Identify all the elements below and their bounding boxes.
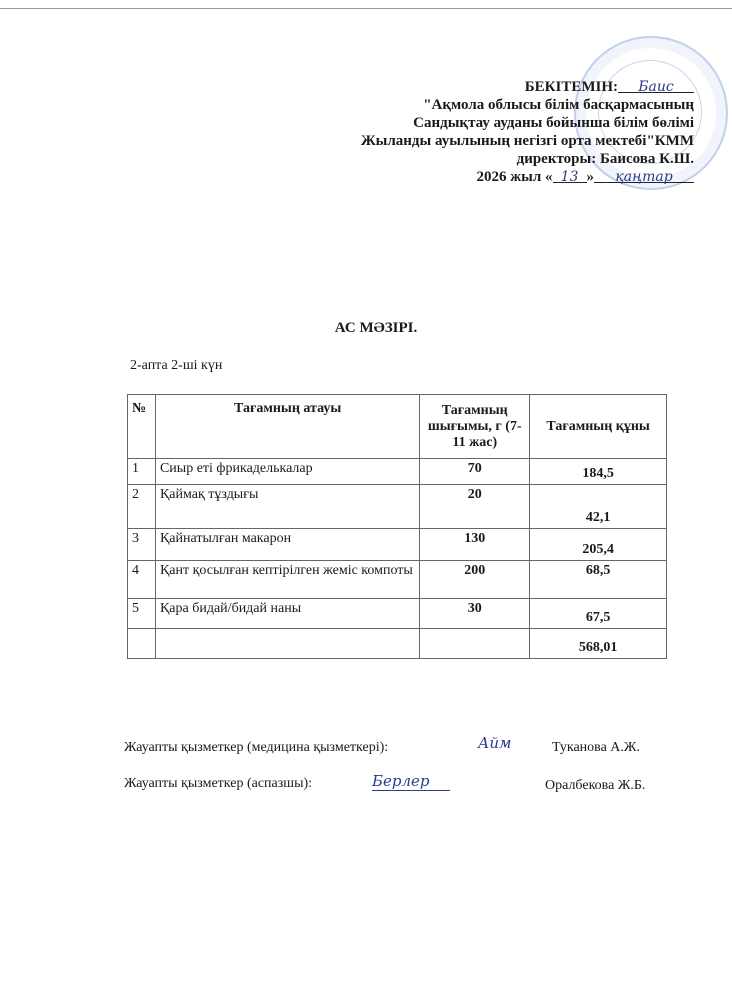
total-empty-2 (155, 629, 419, 659)
approval-line-4: директоры: Баисова К.Ш. (516, 151, 694, 167)
header-price: Тағамның құны (530, 395, 667, 459)
approval-line-1: "Ақмола облысы білім басқармасының (423, 97, 694, 113)
row-yield: 20 (420, 485, 530, 529)
row-number: 1 (128, 459, 156, 485)
cook-label: Жауапты қызметкер (аспазшы): (124, 776, 313, 791)
row-number: 2 (128, 485, 156, 529)
row-number: 5 (128, 599, 156, 629)
date-prefix: 2026 жыл « (476, 169, 553, 185)
table-row (128, 529, 667, 561)
header-number: № (128, 395, 156, 459)
header-name: Тағамның атауы (155, 395, 419, 459)
medic-label: Жауапты қызметкер (медицина қызметкері): (124, 740, 389, 755)
row-name: Қаймақ тұздығы (155, 485, 419, 529)
approval-line-3: Жыланды ауылының негізгі орта мектебі"КММ (360, 133, 694, 149)
total-price: 568,01 (530, 629, 667, 659)
director-signature-line (618, 78, 694, 93)
row-price: 68,5 (530, 561, 667, 599)
row-name: Сиыр еті фрикаделькалар (155, 459, 419, 485)
row-number: 4 (128, 561, 156, 599)
approval-block (274, 78, 694, 186)
row-price: 42,1 (530, 485, 667, 529)
medic-name: Туканова А.Ж. (552, 740, 640, 755)
date-mid: » (586, 169, 594, 185)
cook-signature: Берлер (372, 772, 450, 791)
date-day: 13 (560, 169, 579, 185)
row-yield: 200 (420, 561, 530, 599)
cook-name: Оралбекова Ж.Б. (545, 778, 646, 793)
menu-subtitle: 2-апта 2-ші күн (130, 358, 223, 373)
date-month: қаңтар (615, 169, 673, 185)
approval-line-2: Сандықтау ауданы бойынша білім бөлімі (413, 115, 694, 131)
approval-heading: БЕКІТЕМІН: (524, 79, 618, 95)
row-price: 67,5 (530, 599, 667, 629)
approval-heading-line (274, 78, 694, 96)
scan-edge-line (0, 8, 732, 9)
table-row (128, 599, 667, 629)
table-header-row (128, 395, 667, 459)
table-row (128, 561, 667, 599)
row-yield: 70 (420, 459, 530, 485)
row-number: 3 (128, 529, 156, 561)
table-row (128, 459, 667, 485)
approval-date (274, 168, 694, 186)
total-empty-3 (420, 629, 530, 659)
medic-signature: Айм (478, 734, 512, 752)
row-yield: 130 (420, 529, 530, 561)
page-title: АС МӘЗІРІ. (334, 320, 418, 336)
row-name: Қайнатылған макарон (155, 529, 419, 561)
table-row (128, 485, 667, 529)
director-signature: Баис (638, 79, 674, 95)
row-name: Қара бидай/бидай наны (155, 599, 419, 629)
header-yield: Тағамның шығымы, г (7-11 жас) (420, 395, 530, 459)
table-total-row (128, 629, 667, 659)
row-name: Қант қосылған кептірілген жеміс компоты (155, 561, 419, 599)
total-empty-1 (128, 629, 156, 659)
row-yield: 30 (420, 599, 530, 629)
menu-table (127, 394, 667, 659)
row-price: 205,4 (530, 529, 667, 561)
row-price: 184,5 (530, 459, 667, 485)
